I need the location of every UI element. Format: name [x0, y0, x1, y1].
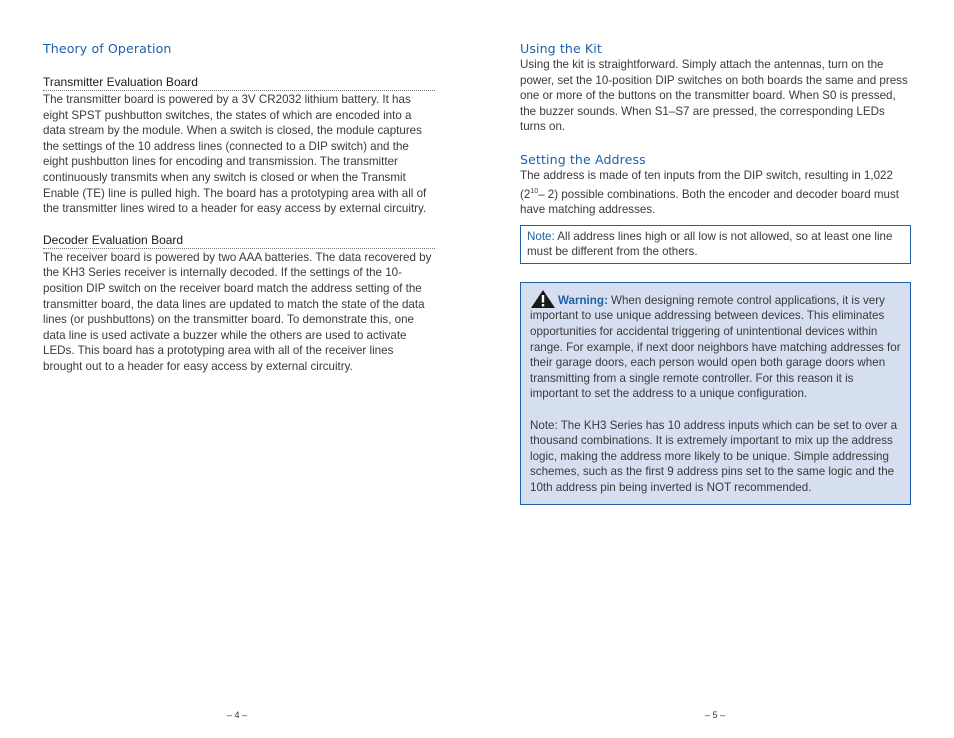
using-the-kit-text: Using the kit is straightforward. Simply attach the antennas, turn on the power, set the 10-position DIP switches on both boards the same and press one or more of the buttons on the transmitter board. When S0 is pressed, the buzzer sounds. When S1–S7 are pressed, the corresponding LEDs turns on. [520, 58, 908, 134]
warning-text [530, 290, 901, 402]
warning-triangle-icon [530, 290, 556, 308]
address-text-a: The address is made of ten inputs from the DIP switch, resulting in 1,022 [520, 168, 893, 182]
note-box [520, 225, 911, 264]
warning-body: When designing remote control applications, it is very important to use unique addressing between devices. This eliminates opportunities for accidental triggering of unintentional devices within range. For example, if next door neighbors have matching addresses for their garage doors, each person would open both garage doors when transmitting from a single remote controller. For this reason it is important to set the address to a unique configuration. [530, 293, 901, 401]
theory-of-operation-title: Theory of Operation [43, 41, 172, 56]
setting-the-address-title: Setting the Address [520, 151, 646, 167]
note-body: All address lines high or all low is not allowed, so at least one line must be different from the others. [527, 229, 893, 259]
transmitter-board-text: The transmitter board is powered by a 3V CR2032 lithium battery. It has eight SPST pushbutton switches, the states of which are encoded into a data stream by the module. When a switch is closed, the module captures the settings of the 10 address lines (connected to a DIP switch) and the eight pushbutton lines for encoding and transmission. The transmitter continuously transmits when any switch is closed or when the Transmit Enable (TE) line is pulled high. The board has a prototyping area with all of the transmitter lines wired to a header for easy access by external circuitry. [43, 93, 427, 216]
address-text-base: (2 [520, 187, 531, 201]
address-text-b: – 2) possible combinations. Both the encoder and decoder board must have matching addresses. [520, 187, 900, 217]
warning-note-text: Note: The KH3 Series has 10 address inputs which can be set to over a thousand combinations. It is extremely important to mix up the address logic, making the address more likely to be unique. Simple addressing schemes, such as the first 9 address pins set to the same logic and the 10th address pin being inverted is NOT recommended. [530, 418, 898, 494]
warning-box [520, 282, 911, 505]
right-page [520, 0, 911, 738]
transmitter-board-heading: Transmitter Evaluation Board [43, 76, 435, 91]
using-the-kit-title: Using the Kit [520, 41, 602, 56]
note-text [527, 229, 904, 260]
decoder-board-text: The receiver board is powered by two AAA batteries. The data recovered by the KH3 Series receiver is internally decoded. If the settings of the 10-position DIP switch on the receiver board match the address setting of the transmitter board, the data lines are updated to match the state of the data lines (or pushbuttons) on the transmitter board. To demonstrate this, one data line is used activate a buzzer while the others are used to activate LEDs. This board has a prototyping area with all of the receiver lines brought out to a header for easy access by external circuitry. [43, 250, 432, 373]
page-number-left: – 4 – [226, 710, 248, 720]
setting-the-address-text [520, 168, 911, 218]
left-page [43, 0, 435, 738]
page-number-right: – 5 – [704, 710, 726, 720]
address-exponent: 10 [530, 187, 539, 195]
decoder-board-heading: Decoder Evaluation Board [43, 234, 435, 249]
note-label: Note: [527, 229, 555, 243]
warning-label: Warning: [558, 293, 608, 307]
